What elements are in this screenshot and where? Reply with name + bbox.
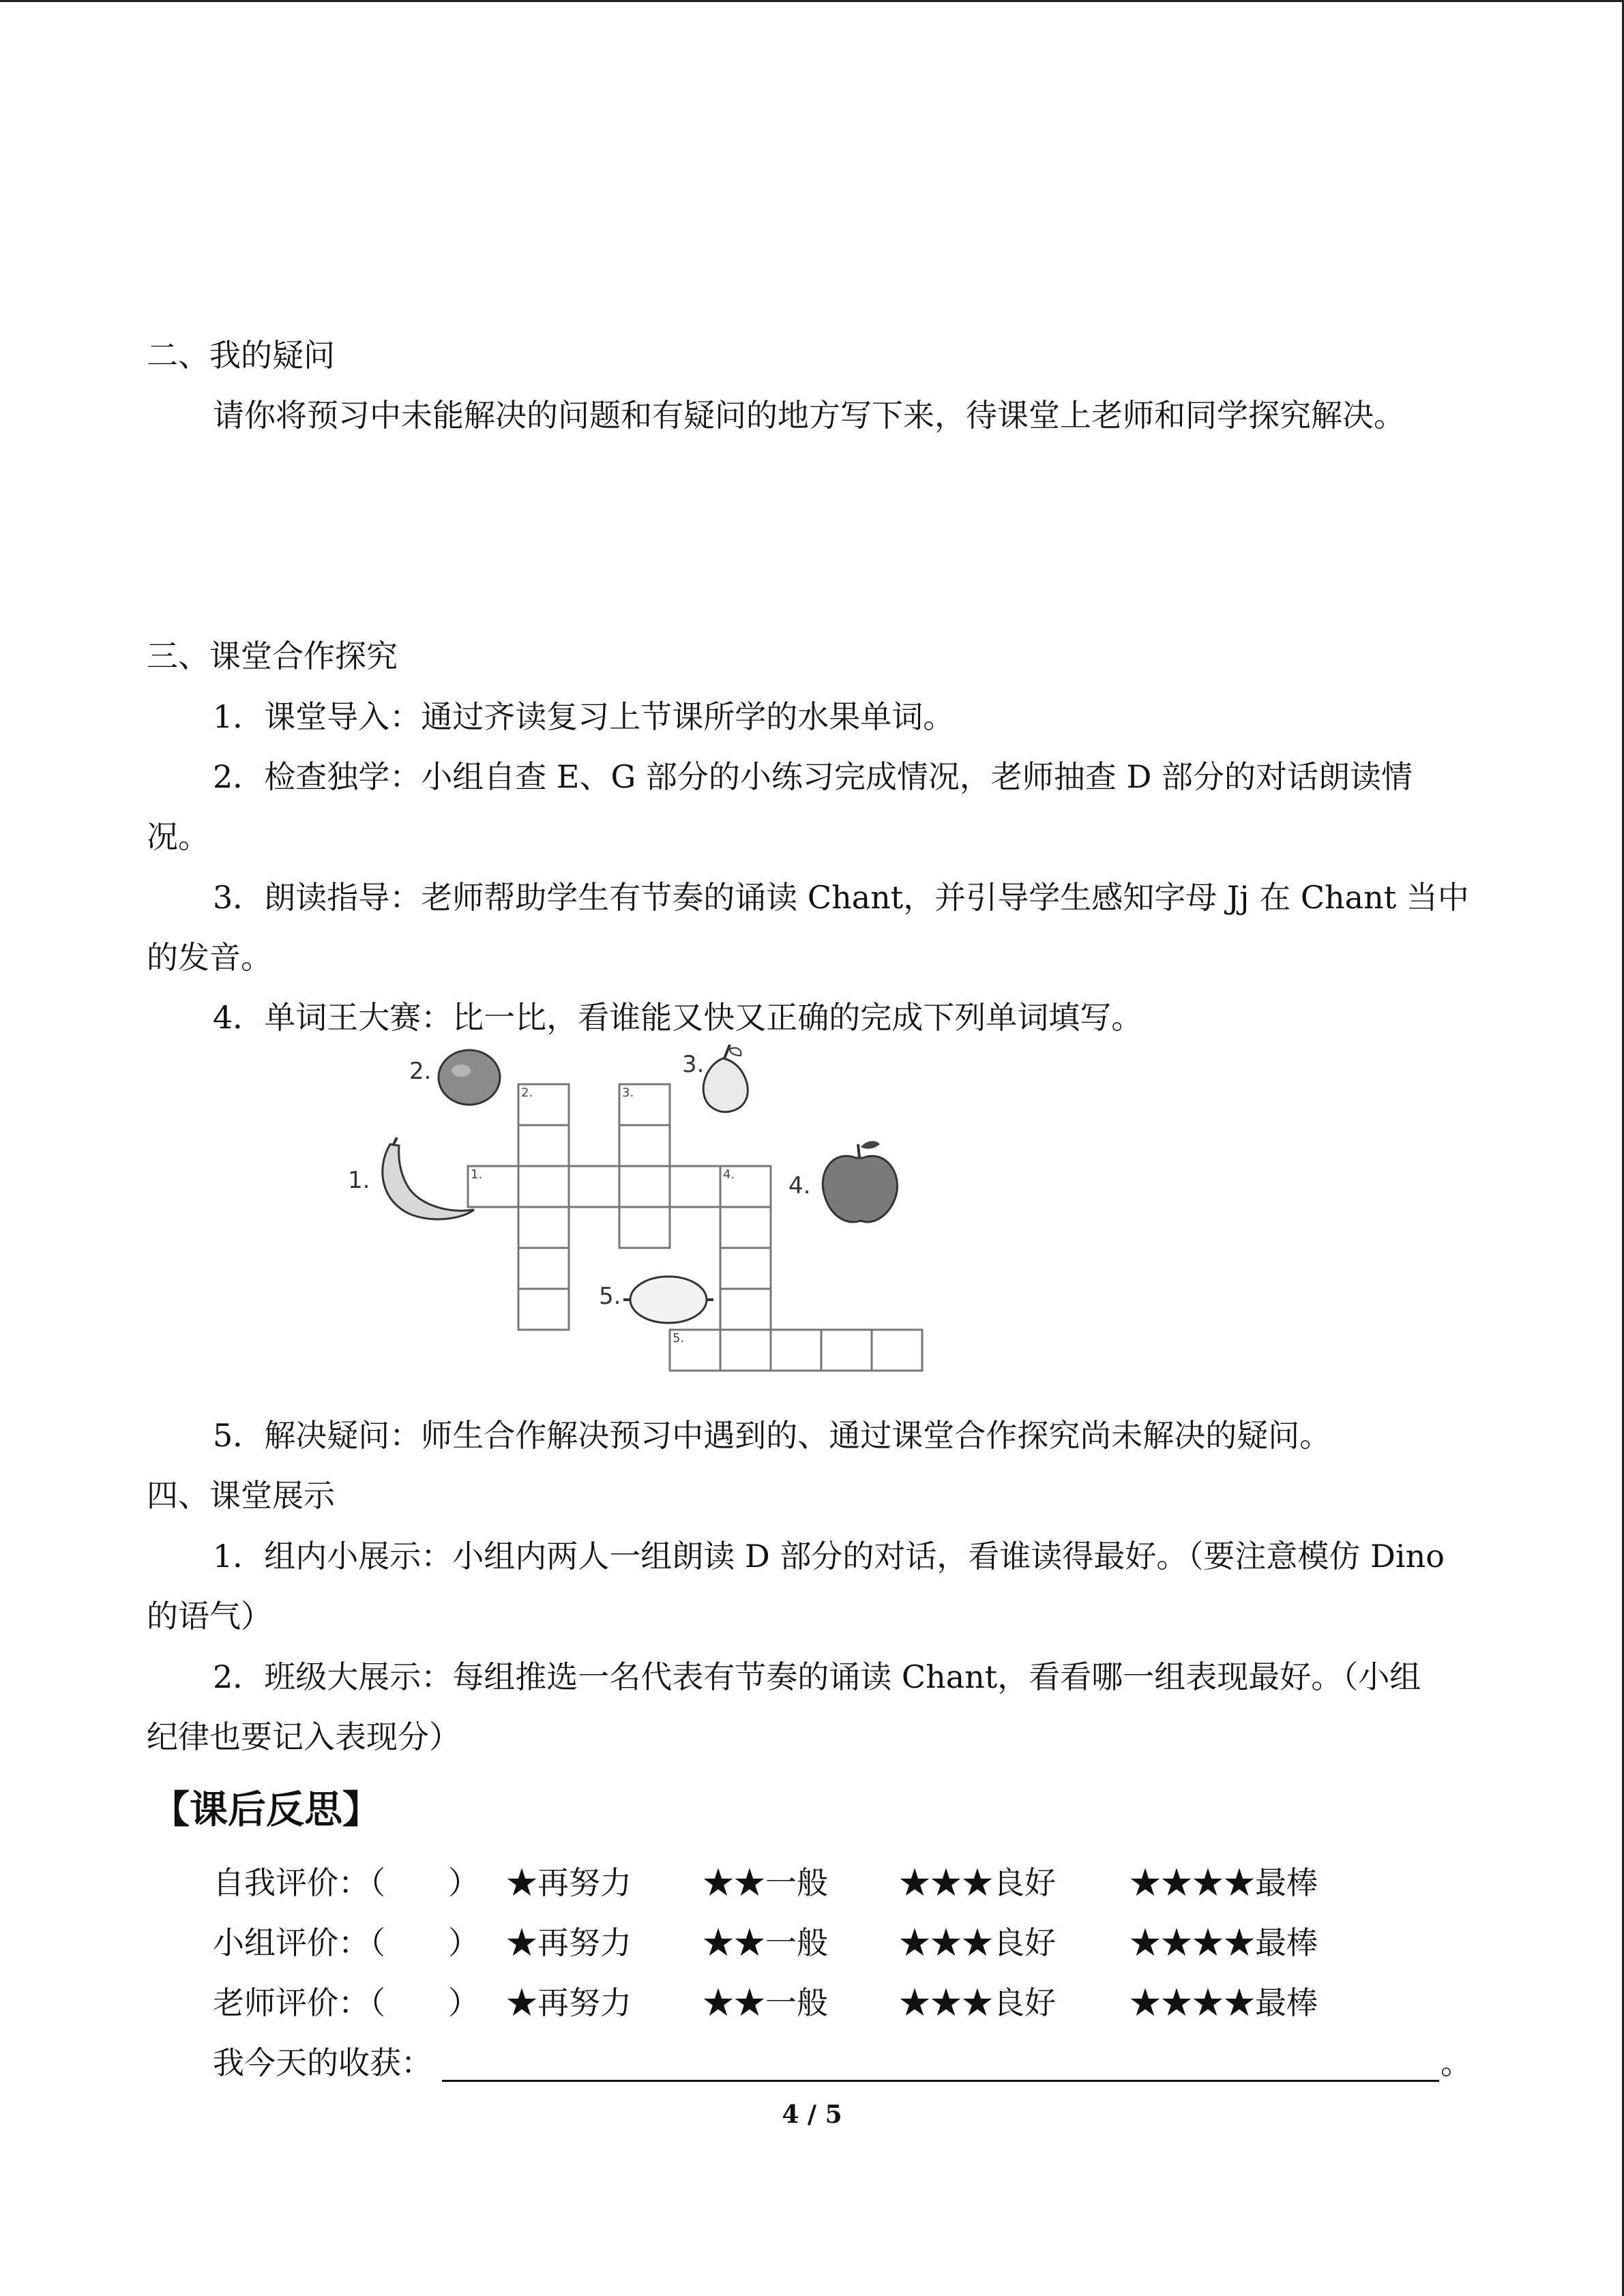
crossword-cell[interactable] [619, 1125, 670, 1166]
eval-label: 小组评价：（ ） [213, 1924, 479, 1961]
eval-option[interactable]: ★★★★最棒 [1130, 1984, 1318, 2021]
crossword-puzzle [327, 1043, 941, 1384]
crossword-cell[interactable] [720, 1330, 771, 1371]
crossword-cell[interactable] [821, 1330, 872, 1371]
apple-icon [823, 1141, 897, 1222]
crossword-cell[interactable] [619, 1207, 670, 1248]
page-number: 4 / 5 [782, 2100, 842, 2129]
eval-option[interactable]: ★再努力 [506, 1924, 632, 1961]
crossword-cell[interactable] [518, 1166, 569, 1207]
crossword-cell[interactable] [619, 1166, 670, 1207]
section-2-text: 请你将预习中未能解决的问题和有疑问的地方写下来，待课堂上老师和同学探究解决。 [213, 397, 1405, 434]
section-4-item-2b: 纪律也要记入表现分） [147, 1718, 460, 1755]
section-4-item-1b: 的语气） [147, 1598, 272, 1635]
crossword-cell[interactable] [518, 1207, 569, 1248]
orange-icon [439, 1050, 500, 1105]
clue-number-3: 3. [682, 1051, 705, 1078]
eval-option[interactable]: ★★★良好 [899, 1984, 1056, 2021]
lemon-icon [623, 1277, 713, 1323]
eval-option[interactable]: ★再努力 [506, 1984, 632, 2021]
section-4-heading: 四、课堂展示 [147, 1477, 335, 1514]
eval-option[interactable]: ★★★★最棒 [1130, 1924, 1318, 1961]
pear-icon [703, 1045, 748, 1112]
section-3-item-2a: 2．检查独学：小组自查 E、G 部分的小练习完成情况，老师抽查 D 部分的对话朗读情 [213, 758, 1413, 795]
clue-number-5: 5. [599, 1283, 621, 1310]
section-3-item-4: 4．单词王大赛：比一比，看谁能又快又正确的完成下列单词填写。 [213, 999, 1143, 1036]
crossword-cell[interactable] [872, 1330, 922, 1371]
clue-number-1: 1. [348, 1167, 370, 1194]
cell-label-3: 3. [622, 1086, 634, 1100]
eval-option[interactable]: ★★一般 [703, 1924, 828, 1961]
eval-label: 自我评价：（ ） [213, 1864, 479, 1901]
crossword-cell[interactable] [720, 1207, 771, 1248]
section-3-item-1: 1．课堂导入：通过齐读复习上节课所学的水果单词。 [213, 698, 955, 735]
eval-option[interactable]: ★★★良好 [899, 1924, 1056, 1961]
section-3-item-3b: 的发音。 [147, 939, 272, 976]
crossword-cell[interactable] [518, 1289, 569, 1330]
eval-option[interactable]: ★★一般 [703, 1984, 828, 2021]
eval-label: 老师评价：（ ） [213, 1984, 479, 2021]
gain-answer-line[interactable] [442, 2080, 1439, 2082]
crossword-cell[interactable] [518, 1125, 569, 1166]
cell-label-2: 2. [521, 1086, 533, 1100]
eval-option[interactable]: ★★★良好 [899, 1864, 1056, 1901]
crossword-cell[interactable] [569, 1166, 619, 1207]
cell-label-1: 1. [471, 1167, 483, 1182]
section-2-heading: 二、我的疑问 [147, 337, 335, 374]
clue-number-4: 4. [788, 1172, 811, 1199]
reflection-title: 【课后反思】 [151, 1788, 381, 1832]
section-4-item-1a: 1．组内小展示：小组内两人一组朗读 D 部分的对话，看谁读得最好。（要注意模仿 Dino [213, 1538, 1445, 1575]
section-3-item-5: 5．解决疑问：师生合作解决预习中遇到的、通过课堂合作探究尚未解决的疑问。 [213, 1417, 1331, 1454]
section-3-heading: 三、课堂合作探究 [147, 638, 398, 674]
page-top-border [0, 0, 1624, 2]
banana-icon [383, 1137, 474, 1219]
crossword-cell[interactable] [771, 1330, 821, 1371]
cell-label-5: 5. [673, 1331, 685, 1345]
clue-number-2: 2. [409, 1058, 432, 1085]
eval-option[interactable]: ★★一般 [703, 1864, 828, 1901]
gain-end-mark: 。 [1441, 2044, 1472, 2081]
crossword-cell[interactable] [670, 1166, 720, 1207]
cell-label-4: 4. [723, 1167, 735, 1182]
section-3-item-3a: 3．朗读指导：老师帮助学生有节奏的诵读 Chant，并引导学生感知字母 Jj 在 Chant 当中 [213, 879, 1469, 916]
gain-label: 我今天的收获： [213, 2044, 432, 2081]
section-3-item-2b: 况。 [147, 818, 209, 855]
eval-option[interactable]: ★★★★最棒 [1130, 1864, 1318, 1901]
crossword-cell[interactable] [720, 1289, 771, 1330]
section-4-item-2a: 2．班级大展示：每组推选一名代表有节奏的诵读 Chant，看看哪一组表现最好。（小组 [213, 1658, 1421, 1695]
crossword-cell[interactable] [720, 1248, 771, 1289]
crossword-cell[interactable] [518, 1248, 569, 1289]
eval-option[interactable]: ★再努力 [506, 1864, 632, 1901]
